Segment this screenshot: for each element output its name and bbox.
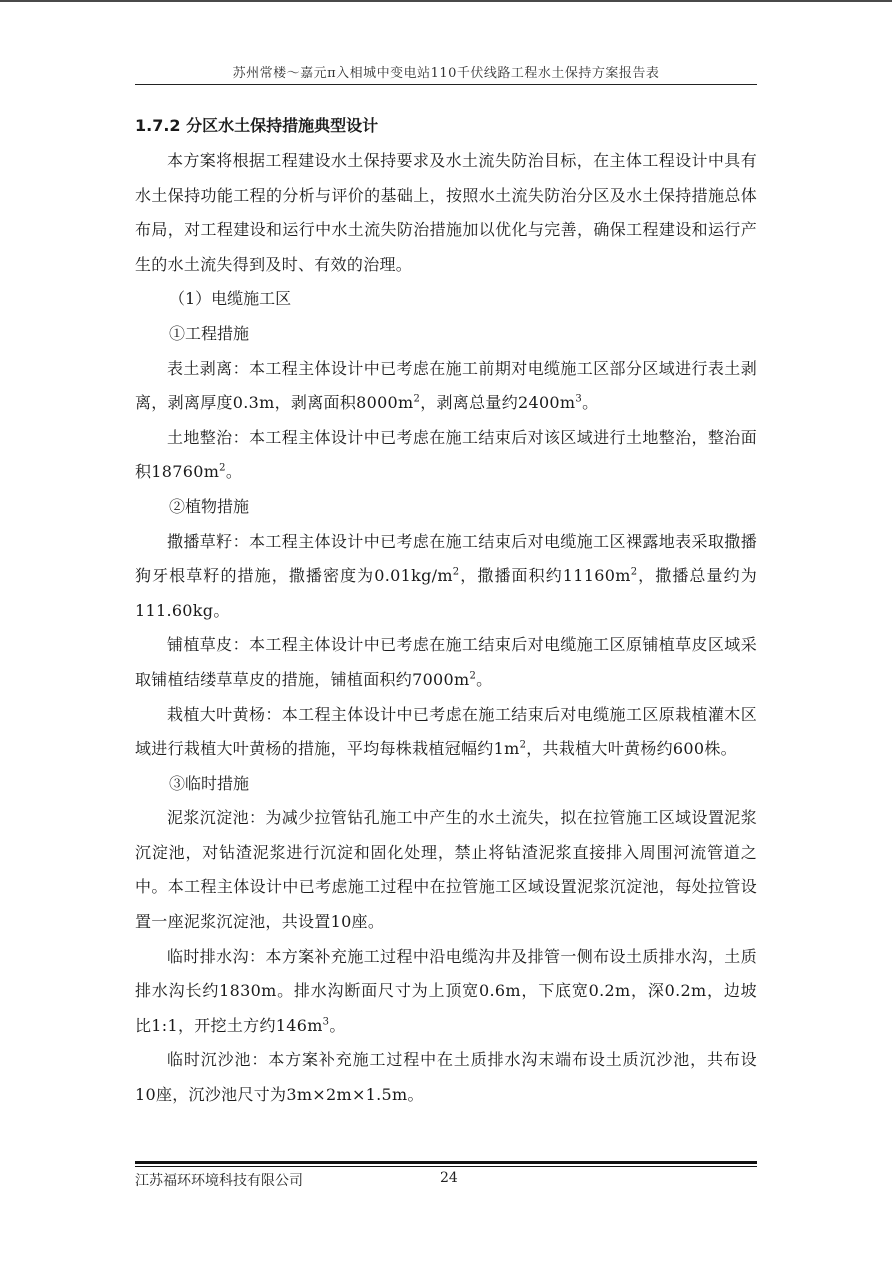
topsoil-stripping-paragraph — [135, 352, 757, 421]
zone-label: （1）电缆施工区 — [169, 289, 292, 309]
top-border-line — [0, 0, 892, 2]
sediment-basin-paragraph: 临时沉沙池：本方案补充施工过程中在土质排水沟末端布设土质沉沙池，共布设10座，沉沙池尺寸为3m×2m×1.5m。 — [135, 1050, 757, 1105]
turf-text-b: 。 — [476, 669, 493, 689]
sup-two: 2 — [219, 463, 226, 475]
seed-text-b: ，撒播面积约11160m — [459, 566, 631, 586]
document-body — [135, 112, 757, 1113]
sup-two: 2 — [469, 670, 477, 682]
shrub-planting-paragraph — [135, 698, 757, 767]
footer-rule-thin — [135, 1166, 757, 1167]
sup-three: 3 — [575, 393, 583, 405]
tree-text-a: 栽植大叶黄杨：本工程主体设计中已考虑在施工结束后对电缆施工区原栽植灌木区域进行栽植大叶黄杨的措施，平均每株栽植冠幅约1m — [135, 704, 757, 759]
page-number: 24 — [440, 1170, 458, 1186]
intro-paragraph: 本方案将根据工程建设水土保持要求及水土流失防治目标，在主体工程设计中具有水土保持功能工程的分析与评价的基础上，按照水土流失防治分区及水土保持措施总体布局，对工程建设和运行中水土流失防治措施加以优化与完善，确保工程建设和运行产生的水土流失得到及时、有效的治理。 — [135, 151, 757, 274]
sup-two: 2 — [452, 566, 460, 578]
engineering-measures-label: ①工程措施 — [169, 323, 250, 343]
topsoil-text-c: 。 — [582, 393, 599, 413]
seed-text-c: ，撒播总量约为111.60kg。 — [135, 566, 757, 620]
ditch-text-b: 。 — [329, 1015, 346, 1035]
plant-measures-label: ②植物措施 — [169, 496, 250, 516]
topsoil-text-a: 表土剥离：本工程主体设计中已考虑在施工前期对电缆施工区部分区域进行表土剥离，剥离厚度0.3m，剥离面积8000m — [135, 358, 757, 413]
section-heading: 1.7.2 分区水土保持措施典型设计 — [135, 116, 379, 135]
grass-seeding-paragraph — [135, 525, 757, 629]
land-text-b: 。 — [225, 462, 243, 482]
seed-text-a: 撒播草籽：本工程主体设计中已考虑在施工结束后对电缆施工区裸露地表采取撒播狗牙根草籽的措施，撒播密度为0.01kg/m — [135, 531, 757, 586]
sup-two: 2 — [630, 566, 638, 578]
turf-laying-paragraph — [135, 628, 757, 697]
ditch-text-a: 临时排水沟：本方案补充施工过程中沿电缆沟井及排管一侧布设土质排水沟，土质排水沟长约1830m。排水沟断面尺寸为上顶宽0.6m，下底宽0.2m，深0.2m，边坡比1:1，开挖土方约146m — [135, 946, 757, 1035]
land-text-a: 土地整治：本工程主体设计中已考虑在施工结束后对该区域进行土地整治，整治面积18760m — [135, 427, 757, 482]
temporary-measures-label: ③临时措施 — [169, 773, 250, 793]
header-rule — [135, 84, 757, 85]
tree-text-b: ，共栽植大叶黄杨约600株。 — [526, 739, 737, 759]
sup-two: 2 — [413, 393, 421, 405]
land-leveling-paragraph — [135, 421, 757, 490]
page-header: 苏州常楼～嘉元π入相城中变电站110千伏线路工程水土保持方案报告表 — [232, 66, 660, 81]
mud-settling-pond-paragraph: 泥浆沉淀池：为减少拉管钻孔施工中产生的水土流失，拟在拉管施工区域设置泥浆沉淀池，对钻渣泥浆进行沉淀和固化处理，禁止将钻渣泥浆直接排入周围河流管道之中。本工程主体设计中已考虑施工过程中在拉管施工区域设置泥浆沉淀池，每处拉管设置一座泥浆沉淀池，共设置10座。 — [135, 808, 757, 932]
footer-rule-thick — [135, 1161, 757, 1164]
topsoil-text-b: ，剥离总量约2400m — [420, 393, 576, 413]
footer-company: 江苏福环环境科技有限公司 — [135, 1173, 303, 1189]
turf-text-a: 铺植草皮：本工程主体设计中已考虑在施工结束后对电缆施工区原铺植草皮区域采取铺植结缕草草皮的措施，铺植面积约7000m — [135, 635, 757, 689]
drainage-ditch-paragraph — [135, 940, 757, 1044]
sup-two: 2 — [519, 739, 527, 751]
sup-three: 3 — [322, 1016, 330, 1028]
